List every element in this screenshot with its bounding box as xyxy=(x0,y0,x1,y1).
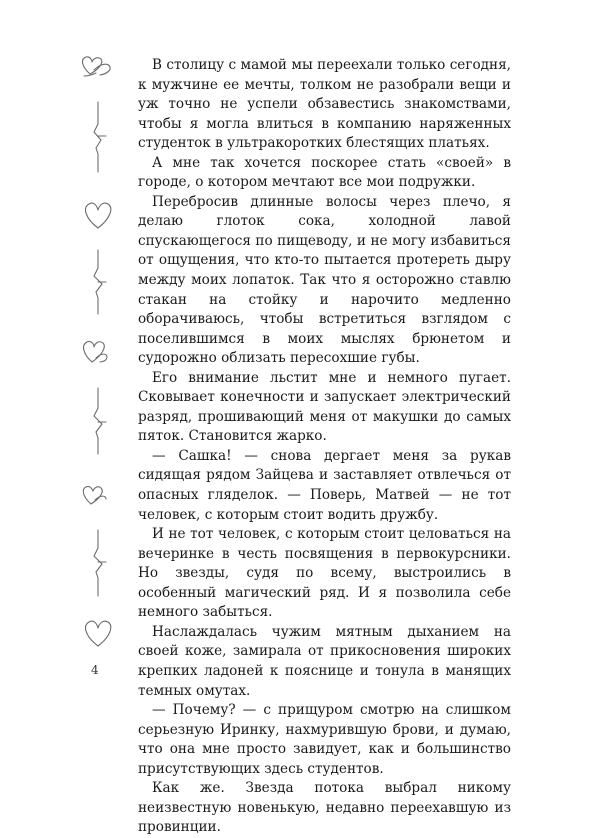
heart-icon xyxy=(83,486,106,504)
heart-icon xyxy=(83,57,111,76)
paragraph: — Почему? — с прищуром смотрю на слишком серьезную Иринку, нахмурившую брови, и думаю, что она мне просто завидует, как и большинство присутствующих здесь студентов. xyxy=(138,702,511,777)
page-number: 4 xyxy=(91,663,99,677)
paragraph: Его внимание льстит мне и немного пугает. Сковывает конечности и запускает электрический разряд, прошивающий меня от макушки до самых пяток. Становится жарко. xyxy=(138,369,511,445)
heartbeat-line-icon xyxy=(94,388,106,454)
margin-ornaments xyxy=(70,40,126,680)
paragraph: А мне так хочется поскорее стать «своей» в городе, о котором мечтают все мои подружки. xyxy=(138,154,511,191)
paragraph: И не тот человек, с которым стоит целоваться на вечеринке в честь посвящения в первокурсники. Но звезды, судя по всему, выстроились в особенный магический ряд. И я позволила себе немного забыться. xyxy=(138,526,511,621)
paragraph: — Сашка! — снова дергает меня за рукав сидящая рядом Зайцева и заставляет отвлечься от опасных гляделок. — Поверь, Матвей — не тот человек, с которым стоит водить дружбу. xyxy=(138,447,511,523)
heart-icon xyxy=(84,341,107,362)
heart-icon xyxy=(86,203,111,228)
heartbeat-line-icon xyxy=(94,530,106,596)
paragraph: Наслаждалась чужим мятным дыханием на своей коже, замирала от прикосновения широких крепких ладоней к пояснице и тонула в манящих темных омутах. xyxy=(138,623,511,699)
heartbeat-line-icon xyxy=(94,250,106,314)
heart-icon xyxy=(86,621,111,646)
paragraph: В столицу с мамой мы переехали только сегодня, к мужчине ее мечты, толком не разобрали вещи и уж точно не успели обзавестись знакомствами, чтобы я могла влиться в компанию наряженных студенток в ультракоротких блестящих платьях. xyxy=(138,57,511,152)
paragraph: Перебросив длинные волосы через плечо, я делаю глоток сока, холодной лавой спускающегося по пищеводу, и не могу избавиться от ощущения, что кто-то пытается протереть дыру между моих лопаток. Так что я осторожно ставлю стакан на стойку и нарочито медленно оборачиваюсь, чтобы встретиться взглядом с поселившимся в моих мыслях брюнетом и судорожно облизать пересохшие губы. xyxy=(138,193,511,367)
paragraph: Как же. Звезда потока выбрал никому неизвестную новенькую, недавно переехавшую из провинции. xyxy=(138,780,511,836)
body-text xyxy=(138,56,511,838)
heartbeat-line-icon xyxy=(94,102,106,172)
